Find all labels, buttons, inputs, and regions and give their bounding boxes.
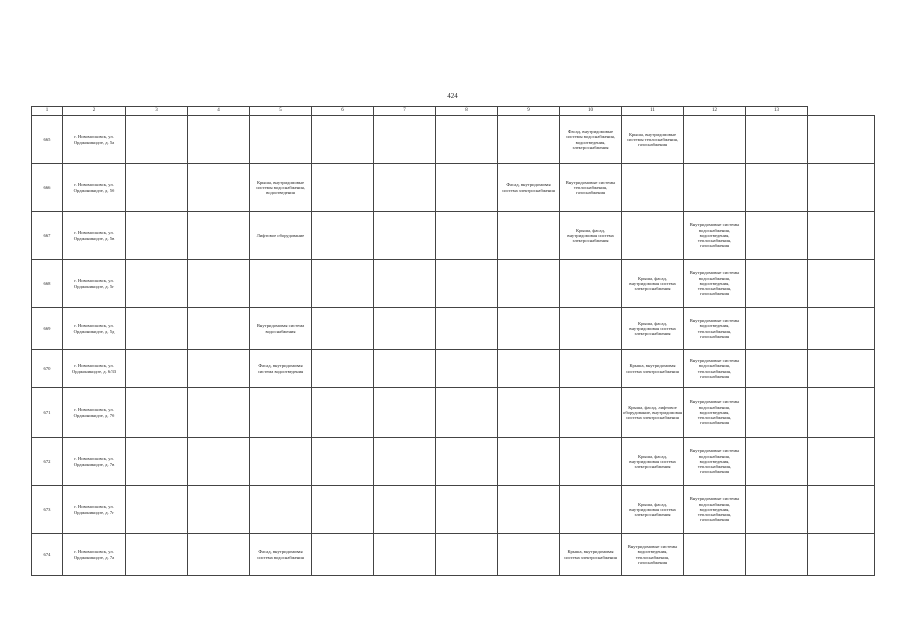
table-cell — [498, 116, 560, 164]
table-cell — [126, 350, 188, 388]
table-cell — [684, 534, 746, 576]
table-cell — [436, 116, 498, 164]
table-cell — [374, 350, 436, 388]
table-cell — [126, 388, 188, 438]
table-cell — [622, 164, 684, 212]
table-cell — [250, 116, 312, 164]
table-cell — [312, 388, 374, 438]
column-header: 8 — [436, 107, 498, 116]
table-row — [32, 116, 875, 164]
table-cell: Крыша, фасад, лифтовое оборудование, внутридомовая система электроснабжения — [622, 388, 684, 438]
table-cell — [746, 388, 808, 438]
table-cell — [374, 260, 436, 308]
table-cell — [126, 486, 188, 534]
table-cell — [684, 116, 746, 164]
table-cell: Крыша, внутридомовые системы теплоснабжения, газоснабжения — [622, 116, 684, 164]
column-header: 9 — [498, 107, 560, 116]
table-cell — [312, 260, 374, 308]
table-cell — [808, 438, 875, 486]
table-row — [32, 308, 875, 350]
row-number: 666 — [32, 164, 63, 212]
table-cell — [188, 438, 250, 486]
table-cell — [808, 350, 875, 388]
table-cell — [436, 534, 498, 576]
table-cell: Внутридомовые системы водоснабжения, водоотведения, теплоснабжения, газоснабжения — [684, 388, 746, 438]
table-cell: Лифтовое оборудование — [250, 212, 312, 260]
row-number: 670 — [32, 350, 63, 388]
table-cell — [312, 212, 374, 260]
table-cell: Крыша, фасад, внутридомовая система электроснабжения — [622, 486, 684, 534]
column-header: 10 — [560, 107, 622, 116]
table-cell: Внутридомовые системы водоснабжения, водоотведения, теплоснабжения, газоснабжения — [684, 212, 746, 260]
table-cell — [374, 212, 436, 260]
row-number: 673 — [32, 486, 63, 534]
table-cell — [560, 260, 622, 308]
table-cell — [374, 438, 436, 486]
address-cell: г. Новомосковск, ул. Орджоникидзе, д. 5в — [63, 212, 126, 260]
table-cell: Внутридомовые системы водоснабжения, водоотведения, теплоснабжения, газоснабжения — [684, 486, 746, 534]
table-cell — [560, 388, 622, 438]
address-cell: г. Новомосковск, ул. Орджоникидзе, д. 7г — [63, 486, 126, 534]
table-row — [32, 350, 875, 388]
table-cell — [436, 260, 498, 308]
column-header: 1 — [32, 107, 63, 116]
table-cell — [188, 164, 250, 212]
column-header: 11 — [622, 107, 684, 116]
table-cell — [498, 308, 560, 350]
table-cell — [436, 486, 498, 534]
table-cell — [312, 534, 374, 576]
table-row — [32, 164, 875, 212]
table-cell — [188, 388, 250, 438]
table-cell — [188, 212, 250, 260]
column-header: 7 — [374, 107, 436, 116]
table-cell — [436, 350, 498, 388]
table-cell — [498, 486, 560, 534]
column-header: 12 — [684, 107, 746, 116]
row-number: 667 — [32, 212, 63, 260]
table-cell: Внутридомовые системы водоснабжения, водоотведения, теплоснабжения, газоснабжения — [684, 438, 746, 486]
table-cell — [808, 388, 875, 438]
table-row — [32, 486, 875, 534]
address-cell: г. Новомосковск, ул. Орджоникидзе, д. 7а — [63, 534, 126, 576]
table-cell — [374, 164, 436, 212]
table-cell — [498, 212, 560, 260]
table-cell — [436, 164, 498, 212]
table-row — [32, 438, 875, 486]
table-cell — [436, 438, 498, 486]
table-cell — [808, 164, 875, 212]
table-cell — [560, 486, 622, 534]
table-cell — [746, 438, 808, 486]
address-cell: г. Новомосковск, ул. Орджоникидзе, д. 6/33 — [63, 350, 126, 388]
table-cell — [560, 438, 622, 486]
table-cell — [684, 164, 746, 212]
table-cell — [560, 308, 622, 350]
table-cell — [312, 308, 374, 350]
address-cell: г. Новомосковск, ул. Орджоникидзе, д. 7в — [63, 438, 126, 486]
row-number: 671 — [32, 388, 63, 438]
table-cell — [250, 388, 312, 438]
table-cell — [808, 116, 875, 164]
table-cell — [498, 388, 560, 438]
table-row — [32, 212, 875, 260]
table-cell — [436, 388, 498, 438]
address-cell: г. Новомосковск, ул. Орджоникидзе, д. 5б — [63, 164, 126, 212]
address-cell: г. Новомосковск, ул. Орджоникидзе, д. 5д — [63, 308, 126, 350]
table-cell — [374, 308, 436, 350]
table-cell: Внутридомовые системы водоотведения, теплоснабжения, газоснабжения — [684, 308, 746, 350]
table-cell: Крыша, внутридомовые системы водоснабжения, водоотведения — [250, 164, 312, 212]
table-cell — [808, 212, 875, 260]
table-cell — [188, 116, 250, 164]
table-cell — [746, 534, 808, 576]
table-cell — [188, 260, 250, 308]
table-cell — [374, 486, 436, 534]
column-header: 4 — [188, 107, 250, 116]
table-cell: Крыша, внутридомовая система электроснабжения — [622, 350, 684, 388]
table-cell: Крыша, фасад, внутридомовая система электроснабжения — [622, 260, 684, 308]
table-cell — [312, 438, 374, 486]
address-cell: г. Новомосковск, ул. Орджоникидзе, д. 5а — [63, 116, 126, 164]
table-cell — [746, 308, 808, 350]
row-number: 674 — [32, 534, 63, 576]
table-cell — [746, 486, 808, 534]
table-cell — [126, 164, 188, 212]
column-header: 6 — [312, 107, 374, 116]
table-cell: Внутридомовые системы водоснабжения, водоотведения, теплоснабжения, газоснабжения — [684, 260, 746, 308]
table-cell — [126, 212, 188, 260]
table-cell — [498, 534, 560, 576]
table-cell — [746, 164, 808, 212]
column-header: 5 — [250, 107, 312, 116]
table-cell — [746, 116, 808, 164]
table-cell — [312, 116, 374, 164]
column-header: 13 — [746, 107, 808, 116]
table-cell — [312, 486, 374, 534]
table-cell — [126, 308, 188, 350]
table-cell — [374, 388, 436, 438]
table-cell: Внутридомовые системы теплоснабжения, газоснабжения — [560, 164, 622, 212]
table-cell: Фасад, внутридомовая система водоотведения — [250, 350, 312, 388]
table-cell — [188, 534, 250, 576]
table-cell — [746, 260, 808, 308]
table-cell — [498, 260, 560, 308]
table-cell — [498, 350, 560, 388]
table-cell — [188, 350, 250, 388]
table-cell — [312, 164, 374, 212]
table-cell — [126, 534, 188, 576]
table-cell — [250, 486, 312, 534]
table-cell — [622, 212, 684, 260]
table-cell — [126, 260, 188, 308]
table-cell: Фасад, внутридомовые системы водоснабжения, водоотведения, электроснабжения — [560, 116, 622, 164]
table-cell — [188, 486, 250, 534]
row-number: 668 — [32, 260, 63, 308]
table-cell: Крыша, фасад, внутридомовая система электроснабжения — [622, 308, 684, 350]
table-cell — [250, 260, 312, 308]
table-cell — [374, 534, 436, 576]
table-cell — [746, 212, 808, 260]
table-cell — [250, 438, 312, 486]
table-cell — [436, 308, 498, 350]
repair-schedule-table — [31, 106, 875, 576]
table-cell — [312, 350, 374, 388]
address-cell: г. Новомосковск, ул. Орджоникидзе, д. 7б — [63, 388, 126, 438]
table-cell: Фасад, внутридомовая система электроснабжения — [498, 164, 560, 212]
header-row — [32, 107, 875, 116]
table-cell: Внутридомовая система водоснабжения — [250, 308, 312, 350]
table-row — [32, 260, 875, 308]
column-header: 2 — [63, 107, 126, 116]
table-cell: Внутридомовые системы водоснабжения, теплоснабжения, газоснабжения — [684, 350, 746, 388]
table-cell — [808, 534, 875, 576]
table-cell — [126, 116, 188, 164]
table-cell — [126, 438, 188, 486]
table-cell — [188, 308, 250, 350]
table-cell — [746, 350, 808, 388]
table-cell: Крыша, внутридомовая система электроснабжения — [560, 534, 622, 576]
table-cell — [374, 116, 436, 164]
table-row — [32, 388, 875, 438]
address-cell: г. Новомосковск, ул. Орджоникидзе, д. 5г — [63, 260, 126, 308]
row-number: 669 — [32, 308, 63, 350]
table-row — [32, 534, 875, 576]
table-cell — [436, 212, 498, 260]
table-cell — [808, 260, 875, 308]
table-cell — [498, 438, 560, 486]
column-header: 3 — [126, 107, 188, 116]
table-cell — [808, 308, 875, 350]
table-cell: Крыша, фасад, внутридомовая система электроснабжения — [560, 212, 622, 260]
table-cell: Фасад, внутридомовая система водоснабжения — [250, 534, 312, 576]
row-number: 665 — [32, 116, 63, 164]
table-body — [32, 116, 875, 576]
table-cell — [560, 350, 622, 388]
table-cell: Внутридомовые системы водоотведения, теплоснабжения, газоснабжения — [622, 534, 684, 576]
table-cell — [808, 486, 875, 534]
row-number: 672 — [32, 438, 63, 486]
table-cell: Крыша, фасад, внутридомовая система электроснабжения — [622, 438, 684, 486]
page-number: 424 — [447, 92, 458, 100]
